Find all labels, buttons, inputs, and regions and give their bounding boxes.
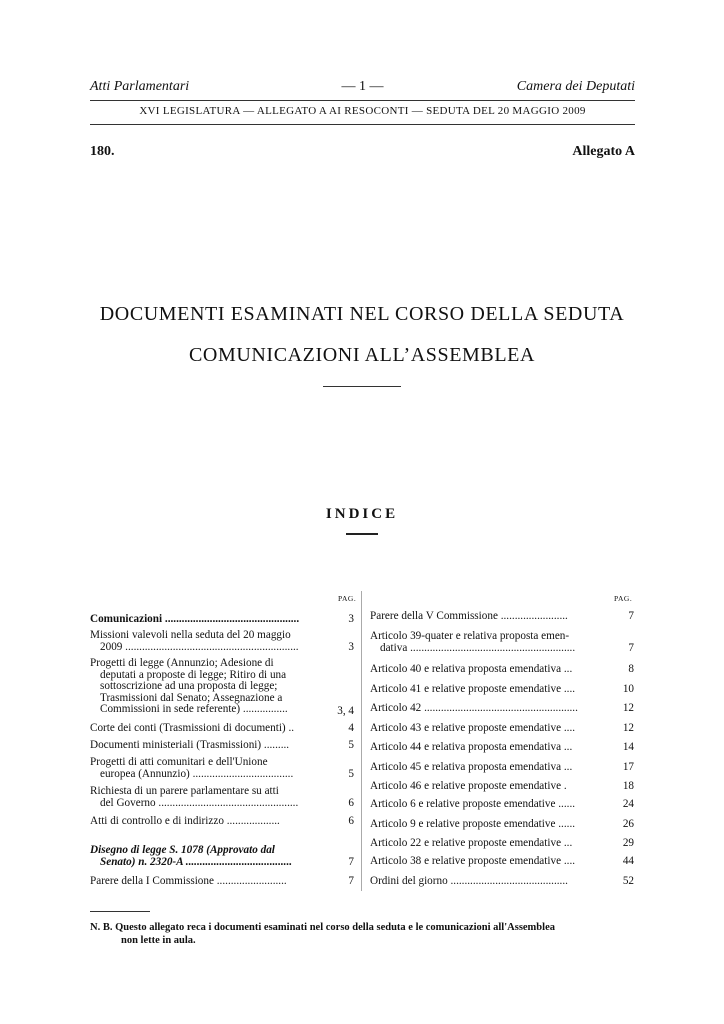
entry-text-cont: del Governo .................................................. (100, 796, 299, 809)
title-line-1: DOCUMENTI ESAMINATI NEL CORSO DELLA SEDUTA (99, 303, 625, 325)
entry-page: 12 (622, 702, 634, 714)
entry-page: 7 (628, 610, 634, 622)
entry-text: Articolo 41 e relative proposte emendative .... (370, 683, 576, 695)
entry-text-cont: dativa ........................................................... (380, 641, 576, 654)
entry-page: 3 (348, 641, 354, 653)
entry-text: Comunicazioni ................................................ (90, 613, 300, 625)
entry-text: Parere della V Commissione ........................ (370, 610, 568, 622)
title-divider (323, 386, 401, 387)
index-entry[interactable] (90, 816, 354, 828)
header-rule-top (90, 100, 635, 101)
entry-text: Articolo 38 e relative proposte emendative .... (370, 855, 576, 867)
entry-text-cont: sottoscrizione ad una proposta di legge; (100, 680, 278, 692)
index-entry[interactable] (370, 762, 634, 774)
entry-page: 18 (622, 780, 634, 792)
index-entry[interactable] (90, 658, 354, 718)
entry-text: Progetti di atti comunitari e dell'Unione (90, 756, 268, 768)
entry-page: 26 (622, 818, 634, 830)
entry-text: Documenti ministeriali (Trasmissioni) ......... (90, 739, 290, 751)
running-header (90, 79, 635, 99)
index-entry[interactable] (90, 630, 354, 654)
entry-text: Articolo 45 e relativa proposta emendativa ... (370, 761, 573, 773)
index-divider (346, 533, 378, 535)
entry-text: Articolo 9 e relative proposte emendative ...... (370, 818, 576, 830)
entry-text: Articolo 22 e relative proposte emendative ... (370, 837, 573, 849)
column-separator (361, 591, 362, 891)
entry-text-cont: Commissioni in sede referente) ................ (100, 703, 288, 715)
index-entry[interactable] (370, 703, 634, 715)
index-entry[interactable] (90, 786, 354, 810)
entry-text: Disegno di legge S. 1078 (Approvato dal (90, 844, 275, 856)
entry-text: Parere della I Commissione ......................... (90, 875, 287, 887)
entry-text: Articolo 42 ....................................................... (370, 702, 578, 714)
entry-text: Articolo 43 e relative proposte emendative .... (370, 722, 576, 734)
entry-page: 3, 4 (337, 705, 354, 717)
entry-text: Articolo 39-quater e relativa proposta emen- (370, 630, 570, 642)
entry-page: 44 (622, 855, 634, 867)
entry-page: 29 (622, 837, 634, 849)
entry-page: 14 (622, 741, 634, 753)
index-entry[interactable] (90, 757, 354, 781)
footnote-rule (90, 911, 150, 912)
header-left: Atti Parlamentari (90, 79, 190, 94)
entry-text-cont: europea (Annunzio) .................................... (100, 767, 294, 780)
index-entry[interactable] (370, 723, 634, 735)
entry-text: Ordini del giorno .......................................... (370, 875, 568, 887)
entry-text: Articolo 46 e relative proposte emendative . (370, 780, 567, 792)
index-entry[interactable] (90, 614, 354, 626)
index-heading: INDICE (325, 506, 399, 522)
pag-label-right: PAG. (614, 594, 633, 603)
entry-text-cont: Trasmissioni dal Senato; Assegnazione a (100, 691, 283, 704)
entry-page: 5 (348, 739, 354, 751)
header-rule-bottom (90, 124, 635, 125)
entry-page: 17 (622, 761, 634, 773)
entry-text-cont: Senato) n. 2320-A ...................................... (100, 855, 293, 868)
entry-text-cont: 2009 .............................................................. (100, 640, 299, 653)
entry-page: 7 (348, 875, 354, 887)
entry-text: Articolo 6 e relative proposte emendative ...... (370, 798, 576, 810)
index-entry[interactable] (370, 664, 634, 676)
entry-page: 4 (348, 722, 354, 734)
header-subtitle: XVI LEGISLATURA — ALLEGATO A AI RESOCONTI — SEDUTA DEL 20 MAGGIO 2009 (139, 105, 586, 117)
entry-page: 6 (348, 815, 354, 827)
index-entry[interactable] (370, 611, 634, 623)
entry-page: 7 (348, 856, 354, 868)
index-entry[interactable] (370, 684, 634, 696)
index-entry[interactable] (90, 723, 354, 735)
header-right: Camera dei Deputati (516, 79, 635, 94)
footnote-line-2: non lette in aula. (121, 935, 196, 946)
index-entry[interactable] (370, 799, 634, 811)
index-entry[interactable] (370, 631, 634, 655)
pag-label-left: PAG. (338, 594, 357, 603)
index-entry[interactable] (370, 876, 634, 888)
index-entry[interactable] (370, 856, 634, 868)
index-entry[interactable] (370, 781, 634, 793)
entry-page: 10 (622, 683, 634, 695)
index-entry[interactable] (370, 838, 634, 850)
entry-text: Missioni valevoli nella seduta del 20 maggio (90, 629, 291, 641)
entry-text: Articolo 40 e relativa proposta emendativa ... (370, 663, 573, 675)
index-entry[interactable] (90, 845, 354, 869)
entry-page: 12 (622, 722, 634, 734)
entry-page: 24 (622, 798, 634, 810)
entry-text: Articolo 44 e relativa proposta emendativa ... (370, 741, 573, 753)
entry-page: 6 (348, 797, 354, 809)
title-line-2: COMUNICAZIONI ALL’ASSEMBLEA (188, 344, 536, 366)
entry-text-cont: deputati a proposte di legge; Ritiro di una (100, 668, 287, 681)
index-entry[interactable] (370, 819, 634, 831)
entry-page: 5 (348, 768, 354, 780)
entry-text: Richiesta di un parere parlamentare su atti (90, 785, 279, 797)
footnote-line-1: N. B. Questo allegato reca i documenti esaminati nel corso della seduta e le comunicazioni all'Assemblea (90, 922, 555, 933)
index-entry[interactable] (370, 742, 634, 754)
document-number: 180. (90, 144, 115, 159)
entry-text: Corte dei conti (Trasmissioni di documenti) .. (90, 722, 295, 734)
index-entry[interactable] (90, 876, 354, 888)
entry-text: Progetti di legge (Annunzio; Adesione di (90, 657, 274, 669)
header-page-number: — 1 — (341, 79, 384, 94)
entry-page: 52 (622, 875, 634, 887)
entry-page: 8 (628, 663, 634, 675)
entry-page: 7 (628, 642, 634, 654)
entry-page: 3 (348, 613, 354, 625)
index-entry[interactable] (90, 740, 354, 752)
entry-text: Atti di controllo e di indirizzo ................... (90, 815, 280, 827)
allegato-label: Allegato A (572, 144, 635, 159)
